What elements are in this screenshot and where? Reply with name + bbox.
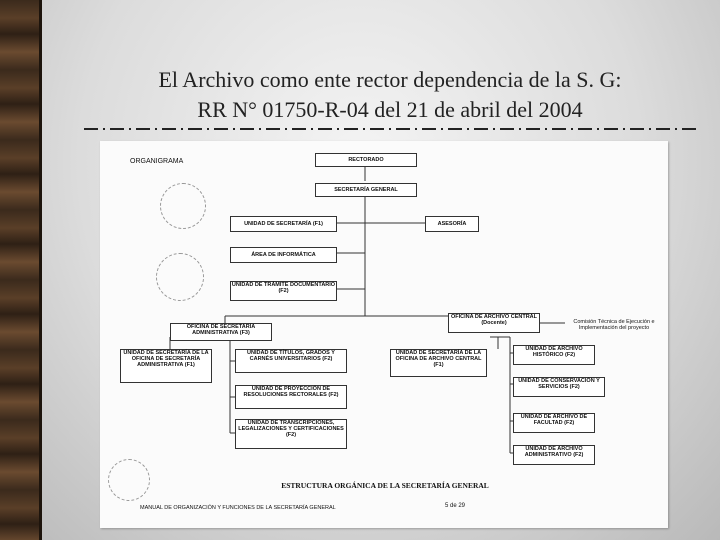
document-footer: MANUAL DE ORGANIZACIÓN Y FUNCIONES DE LA SECRETARÍA GENERAL (140, 505, 336, 511)
node-asesoria: ASESORÍA (425, 216, 479, 232)
decorative-wood-border (0, 0, 42, 540)
note-comision-tecnica: Comisión Técnica de Ejecución e Implementación del proyecto (573, 319, 655, 331)
seal-stamp (156, 253, 204, 301)
node-oficina-archivo-central: OFICINA DE ARCHIVO CENTRAL (Docente) (448, 313, 540, 333)
node-rectorado: RECTORADO (315, 153, 417, 167)
node-unidad-transcripciones: UNIDAD DE TRANSCRIPCIONES, LEGALIZACIONES Y CERTIFICACIONES (F2) (235, 419, 347, 449)
seal-stamp (160, 183, 206, 229)
node-oficina-secretaria-administrativa: OFICINA DE SECRETARÍA ADMINISTRATIVA (F3) (170, 323, 272, 341)
slide-subtitle: RR N° 01750-R-04 del 21 de abril del 2004 (197, 97, 583, 122)
page-number: 5 de 29 (444, 503, 466, 509)
node-archivo-historico: UNIDAD DE ARCHIVO HISTÓRICO (F2) (513, 345, 595, 365)
node-unidad-proyeccion: UNIDAD DE PROYECCIÓN DE RESOLUCIONES RECTORALES (F2) (235, 385, 347, 409)
node-archivo-facultad: UNIDAD DE ARCHIVO DE FACULTAD (F2) (513, 413, 595, 433)
org-chart-document (100, 141, 668, 528)
node-secretaria-general: SECRETARÍA GENERAL (315, 183, 417, 197)
seal-stamp (108, 459, 150, 501)
node-unidad-titulos: UNIDAD DE TÍTULOS, GRADOS Y CARNÉS UNIVERSITARIOS (F2) (235, 349, 347, 373)
node-area-informatica: ÁREA DE INFORMÁTICA (230, 247, 337, 263)
node-unidad-secretaria: UNIDAD DE SECRETARÍA (F1) (230, 216, 337, 232)
chart-caption: ESTRUCTURA ORGÁNICA DE LA SECRETARÍA GENERAL (281, 481, 489, 490)
slide-title: El Archivo como ente rector dependencia de la S. G: (158, 67, 622, 92)
node-unidad-secretaria-oficina-administrativa: UNIDAD DE SECRETARÍA DE LA OFICINA DE SECRETARÍA ADMINISTRATIVA (F1) (120, 349, 212, 383)
node-conservacion-servicios: UNIDAD DE CONSERVACIÓN Y SERVICIOS (F2) (513, 377, 605, 397)
document-heading: ORGANIGRAMA (130, 158, 184, 165)
node-unidad-tramite: UNIDAD DE TRÁMITE DOCUMENTARIO (F2) (230, 281, 337, 301)
node-archivo-administrativo: UNIDAD DE ARCHIVO ADMINISTRATIVO (F2) (513, 445, 595, 465)
title-divider (84, 128, 700, 130)
node-unidad-secretaria-archivo-central: UNIDAD DE SECRETARÍA DE LA OFICINA DE ARCHIVO CENTRAL (F1) (390, 349, 487, 377)
